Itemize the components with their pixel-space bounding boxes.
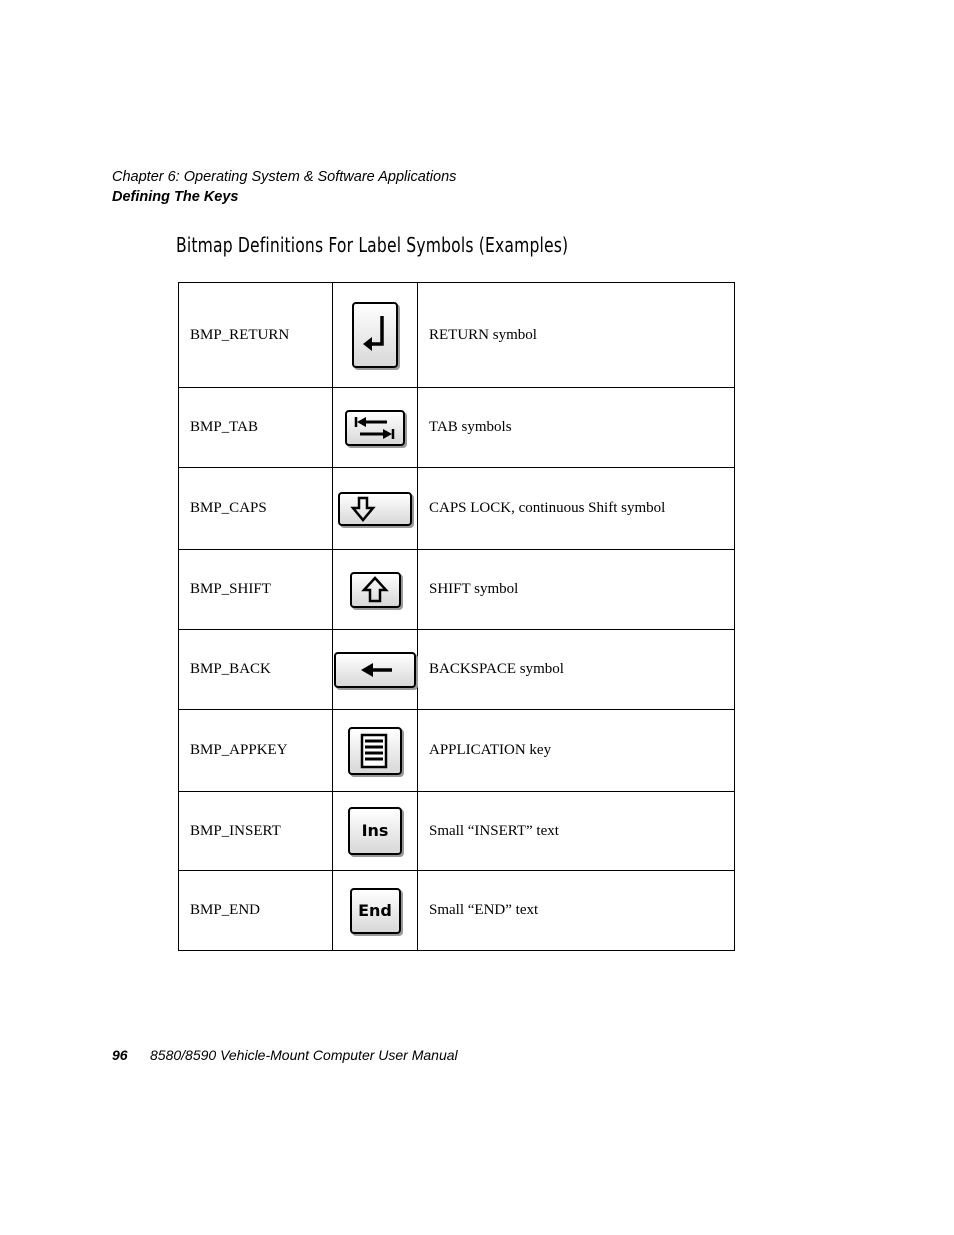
backspace-key-icon — [334, 652, 416, 688]
table-row — [179, 468, 735, 550]
table-row — [179, 550, 735, 630]
bitmap-image-cell — [333, 550, 418, 630]
page-title: Bitmap Definitions For Label Symbols (Examples) — [176, 233, 569, 257]
bitmap-image-cell — [333, 630, 418, 710]
chapter-title: Chapter 6: Operating System & Software Applications — [112, 169, 457, 185]
bitmap-image-cell — [333, 792, 418, 871]
bitmap-description: TAB symbols — [418, 388, 735, 468]
bitmap-description: CAPS LOCK, continuous Shift symbol — [418, 468, 735, 550]
bitmap-image-cell — [333, 468, 418, 550]
bitmap-image-cell — [333, 283, 418, 388]
table-row — [179, 792, 735, 871]
bitmap-image-cell — [333, 388, 418, 468]
table-row — [179, 388, 735, 468]
bitmap-description: Small “END” text — [418, 871, 735, 951]
bitmap-name: BMP_TAB — [179, 388, 333, 468]
table-row — [179, 283, 735, 388]
bitmap-name: BMP_APPKEY — [179, 710, 333, 792]
bitmap-name: BMP_RETURN — [179, 283, 333, 388]
bitmap-image-cell — [333, 871, 418, 951]
bitmap-name: BMP_BACK — [179, 630, 333, 710]
insert-key-label: Ins — [361, 821, 389, 841]
table-row — [179, 630, 735, 710]
caps-lock-key-icon — [338, 492, 412, 526]
bitmap-name: BMP_SHIFT — [179, 550, 333, 630]
bitmap-description: APPLICATION key — [418, 710, 735, 792]
bitmap-name: BMP_END — [179, 871, 333, 951]
bitmap-description: SHIFT symbol — [418, 550, 735, 630]
bitmap-image-cell — [333, 710, 418, 792]
shift-key-icon — [350, 572, 401, 608]
symbol-table — [178, 282, 735, 951]
section-subtitle: Defining The Keys — [112, 189, 239, 205]
end-key-label: End — [358, 900, 392, 920]
page-number: 96 — [112, 1047, 128, 1063]
table-row — [179, 710, 735, 792]
bitmap-description: BACKSPACE symbol — [418, 630, 735, 710]
bitmap-name: BMP_CAPS — [179, 468, 333, 550]
end-key-icon — [350, 888, 401, 934]
running-head — [112, 167, 456, 207]
table-row — [179, 871, 735, 951]
insert-key-icon — [348, 807, 402, 855]
tab-key-icon — [345, 410, 405, 446]
bitmap-description: RETURN symbol — [418, 283, 735, 388]
return-key-icon — [352, 302, 398, 368]
application-key-icon — [348, 727, 402, 775]
bitmap-name: BMP_INSERT — [179, 792, 333, 871]
manual-title: 8580/8590 Vehicle-Mount Computer User Manual — [150, 1047, 458, 1063]
bitmap-description: Small “INSERT” text — [418, 792, 735, 871]
